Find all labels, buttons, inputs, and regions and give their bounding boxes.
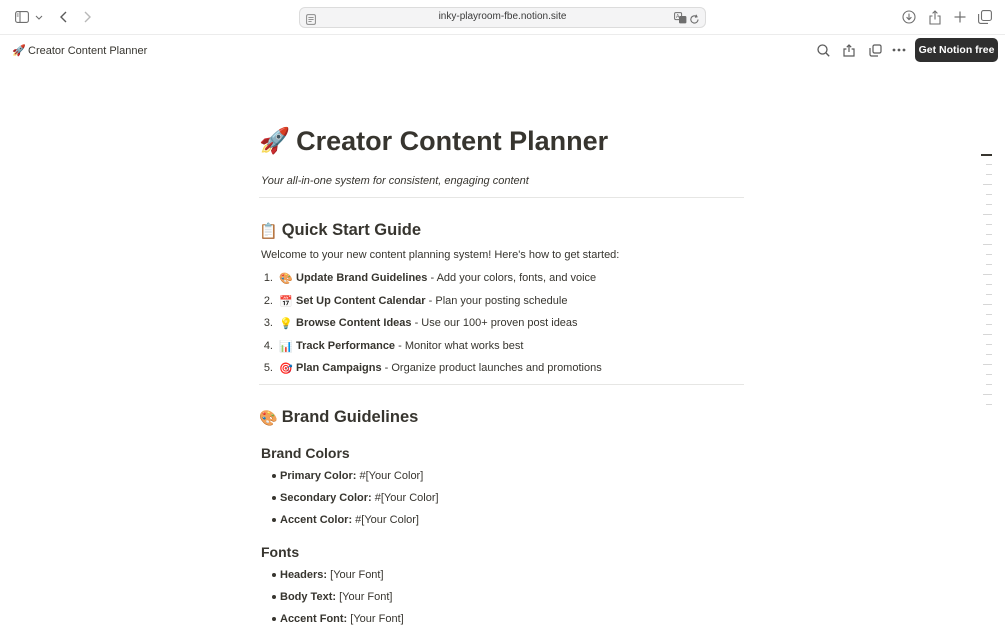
item-label: Headers: <box>280 569 328 581</box>
list-item <box>259 338 523 354</box>
step-title: Update Brand Guidelines <box>296 272 428 284</box>
get-notion-free-button[interactable]: Get Notion free <box>915 38 998 62</box>
list-number: 1. <box>263 272 273 284</box>
outline-tick[interactable] <box>983 304 992 305</box>
step-description: - Plan your posting schedule <box>425 295 568 307</box>
list-item <box>259 270 596 286</box>
page-subtitle: Your all-in-one system for consistent, engaging content <box>261 175 529 187</box>
step-description: - Use our 100+ proven post ideas <box>411 317 578 329</box>
page-title-text: Creator Content Planner <box>296 126 609 156</box>
item-value: #[Your Color] <box>352 514 419 526</box>
share-icon[interactable] <box>841 42 857 58</box>
page-title <box>259 126 608 157</box>
list-item <box>259 293 567 309</box>
rocket-icon: 🚀 <box>259 127 291 155</box>
quick-start-heading <box>259 221 421 240</box>
outline-tick[interactable] <box>983 184 992 185</box>
outline-tick[interactable] <box>983 214 992 215</box>
list-number: 2. <box>263 295 273 307</box>
notion-topbar <box>0 35 1005 67</box>
divider <box>259 384 744 385</box>
outline-tick[interactable] <box>986 324 992 325</box>
outline-tick[interactable] <box>986 174 992 175</box>
step-title: Plan Campaigns <box>296 362 382 374</box>
list-item <box>259 589 393 605</box>
browser-toolbar <box>0 0 1005 35</box>
list-item <box>259 512 419 528</box>
list-item <box>259 567 384 583</box>
outline-tick[interactable] <box>983 274 992 275</box>
outline-tick[interactable] <box>983 394 992 395</box>
bar-chart-icon: 📊 <box>279 340 293 353</box>
item-value: [Your Font] <box>347 613 404 625</box>
palette-icon: 🎨 <box>259 409 278 427</box>
brand-guidelines-heading <box>259 408 418 427</box>
step-title: Track Performance <box>296 340 396 352</box>
item-label: Accent Color: <box>280 514 353 526</box>
list-item <box>259 468 423 484</box>
svg-text:A: A <box>676 14 680 20</box>
translate-icon[interactable] <box>674 11 687 29</box>
outline-tick[interactable] <box>986 264 992 265</box>
step-title: Browse Content Ideas <box>296 317 412 329</box>
outline-tick[interactable] <box>981 154 992 156</box>
outline-tick[interactable] <box>986 224 992 225</box>
chevron-down-icon[interactable] <box>34 8 44 26</box>
palette-icon: 🎨 <box>279 272 293 285</box>
brand-guidelines-heading-text: Brand Guidelines <box>281 408 419 426</box>
item-label: Accent Font: <box>280 613 348 625</box>
item-label: Body Text: <box>280 591 337 603</box>
outline-tick[interactable] <box>986 314 992 315</box>
step-description: - Organize product launches and promotions <box>381 362 602 374</box>
list-number: 4. <box>263 340 273 352</box>
item-value: #[Your Color] <box>371 492 439 504</box>
item-label: Secondary Color: <box>280 492 372 504</box>
list-number: 5. <box>263 362 273 374</box>
outline-tick[interactable] <box>983 334 992 335</box>
more-icon[interactable] <box>891 42 907 58</box>
lightbulb-icon: 💡 <box>279 317 293 330</box>
clipboard-icon: 📋 <box>259 222 278 240</box>
url-text[interactable]: inky-playroom-fbe.notion.site <box>438 11 567 22</box>
list-number: 3. <box>263 317 273 329</box>
item-value: [Your Font] <box>336 591 393 603</box>
bullet <box>259 496 279 500</box>
calendar-icon: 📅 <box>279 295 293 308</box>
step-title: Set Up Content Calendar <box>296 295 426 307</box>
bullet <box>259 474 279 478</box>
outline-tick[interactable] <box>983 364 992 365</box>
step-description: - Add your colors, fonts, and voice <box>427 272 597 284</box>
outline-tick[interactable] <box>986 164 992 165</box>
bullet <box>259 595 279 599</box>
quick-start-intro: Welcome to your new content planning system! Here's how to get started: <box>261 249 620 261</box>
breadcrumb-title: Creator Content Planner <box>28 44 148 57</box>
breadcrumb[interactable] <box>12 44 147 57</box>
bullet <box>259 617 279 621</box>
search-icon[interactable] <box>815 42 831 58</box>
quick-start-heading-text: Quick Start Guide <box>281 221 422 239</box>
outline-tick[interactable] <box>986 254 992 255</box>
list-item <box>259 611 404 627</box>
target-icon: 🎯 <box>279 362 293 375</box>
step-description: - Monitor what works best <box>395 340 524 352</box>
outline-tick[interactable] <box>986 374 992 375</box>
bullet <box>259 518 279 522</box>
brand-colors-heading: Brand Colors <box>261 445 350 461</box>
chevron-right-icon[interactable] <box>80 8 94 26</box>
list-item <box>259 360 602 376</box>
tab-overview-icon[interactable] <box>978 8 992 26</box>
outline-tick[interactable] <box>986 234 992 235</box>
reload-icon[interactable] <box>689 12 700 30</box>
outline-tick[interactable] <box>986 354 992 355</box>
chevron-left-icon[interactable] <box>56 8 70 26</box>
outline-tick[interactable] <box>986 284 992 285</box>
list-item <box>259 315 578 331</box>
item-label: Primary Color: <box>280 470 357 482</box>
outline-tick[interactable] <box>986 344 992 345</box>
item-value: #[Your Color] <box>356 470 424 482</box>
item-value: [Your Font] <box>327 569 384 581</box>
outline-tick[interactable] <box>986 194 992 195</box>
outline-tick[interactable] <box>986 204 992 205</box>
outline-tick[interactable] <box>986 384 992 385</box>
share-icon[interactable] <box>928 8 942 26</box>
sidebar-icon[interactable] <box>14 8 30 26</box>
address-bar[interactable] <box>299 7 706 28</box>
outline-tick[interactable] <box>986 404 992 405</box>
outline-tick[interactable] <box>986 294 992 295</box>
rocket-icon: 🚀 <box>12 45 26 57</box>
bullet <box>259 573 279 577</box>
download-icon[interactable] <box>902 8 916 26</box>
divider <box>259 197 744 198</box>
outline-tick[interactable] <box>983 244 992 245</box>
list-item <box>259 490 439 506</box>
fonts-heading: Fonts <box>261 544 300 560</box>
plus-icon[interactable] <box>953 8 967 26</box>
duplicate-icon[interactable] <box>867 42 883 58</box>
